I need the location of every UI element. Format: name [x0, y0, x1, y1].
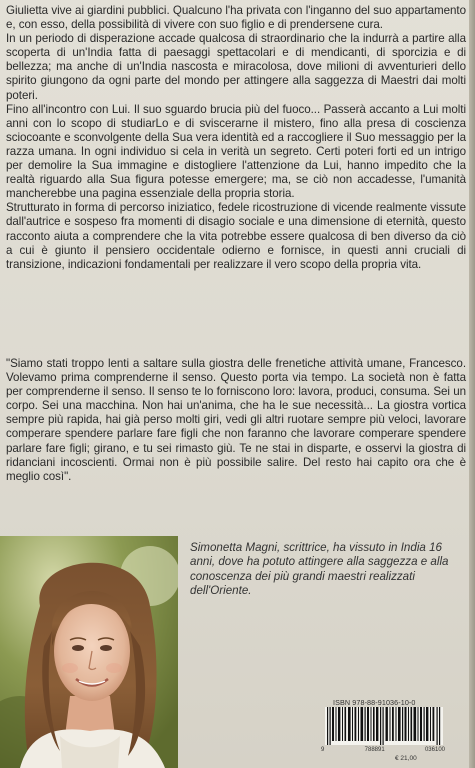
synopsis	[6, 4, 466, 272]
barcode-digits	[321, 747, 445, 753]
barcode-digits-right: 036100	[424, 747, 445, 753]
barcode-icon	[325, 707, 443, 745]
excerpt-quote	[6, 357, 466, 484]
price-label: € 21,00	[395, 755, 417, 762]
isbn-label: ISBN 978-88-91036-10-0	[333, 698, 416, 707]
isbn-barcode-block	[311, 698, 451, 762]
barcode-digit-prefix: 9	[321, 747, 325, 753]
author-photo	[0, 536, 178, 768]
synopsis-paragraph: Giulietta vive ai giardini pubblici. Qualcuno l'ha privata con l'inganno del suo appartamento e, con esso, della possibilità di vivere con suo figlio e di prendersene cura.	[6, 4, 466, 32]
barcode-digits-left: 788891	[364, 747, 385, 753]
quote-text: "Siamo stati troppo lenti a saltare sulla giostra delle frenetiche attività umane, Francesco. Volevamo prima comprenderne il senso. Questo porta via tempo. La società non è fatta per comprenderne il senso. Il senso te lo forniscono loro: lavora, produci, consuma. Sei un corpo. Sei una macchina. Non hai un'anima, che ha le sue necessità... La giostra vortica sempre più rapida, hai già perso molti giri, vedi gli altri ruotare sempre più veloci, lavorare comperare spendere parlare fare figli che non faranno che lavorare comperare spendere parlare fare figli; girano, e tu sei rimasto giù. Te ne stai in disparte, e osservi la giostra di ridanciani incoscienti. Ormai non è più possibile salire. Del resto hai capito ora che è meglio così".	[6, 357, 466, 483]
synopsis-paragraph: Strutturato in forma di percorso iniziatico, fedele ricostruzione di vicende realmente vissute dall'autrice e sospeso fra momenti di disagio sociale e una dimensione di eternità, questo racconto aiuta a comprendere che la vita potrebbe essere qualcosa di ben diverso da ciò a cui è giunto il pensiero occidentale odierno e fornisce, in questi anni cruciali di transizione, indicazioni fondamentali per realizzare il vero scopo della propria vita.	[6, 201, 466, 271]
synopsis-paragraph: Fino all'incontro con Lui. Il suo sguardo brucia più del fuoco... Passerà accanto a Lui molti anni con lo scopo di studiarLo e di sviscerarne il mistero, fino alla presa di coscienza sciocoante e sconvolgente della Sua vera identità ed a raccogliere il Suo messaggio per la razza umana. In ogni individuo si cela in verità un segreto. Certi poteri forti ed un intrigo per demolire la Sua immagine e distogliere l'attenzione da Lui, hanno impedito che la realtà riguardo alla Sua figura potesse emergere; ma, se ciò non accadesse, l'umanità mancherebbe una pagina essenziale della propria storia.	[6, 102, 466, 201]
author-bio: Simonetta Magni, scrittrice, ha vissuto in India 16 anni, dove ha potuto attingere alla saggezza e alla conoscenza dei più grandi maestri realizzati dell'Oriente.	[190, 541, 449, 597]
author-portrait-image	[0, 536, 178, 768]
synopsis-paragraph: In un periodo di disperazione accade qualcosa di straordinario che la indurrà a partire alla scoperta di un'India fatta di paesaggi spettacolari e di mendicanti, di sporcizia e di bellezza; ma anche di un'India nascosta e miracolosa, dove milioni di avventurieri dello spirito giungono da ogni parte del mondo per attingere alla saggezza di Maestri dai molti poteri.	[6, 32, 466, 102]
page-edge	[469, 0, 475, 768]
